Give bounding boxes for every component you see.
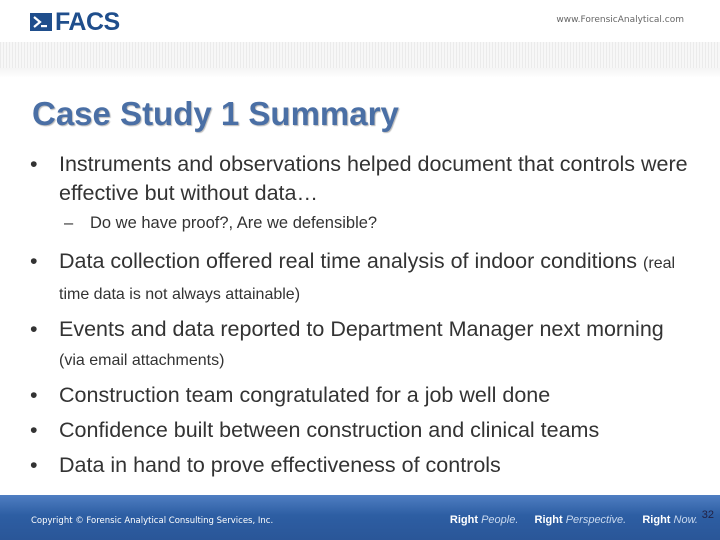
bullet-mark: • xyxy=(30,383,38,407)
tagline-light: Perspective. xyxy=(565,514,627,526)
tagline xyxy=(450,514,698,526)
tagline-bold: Right xyxy=(642,514,671,526)
bullet-mark: • xyxy=(30,453,38,477)
bullet-note: (via email attachments) xyxy=(59,352,225,369)
footer-bar xyxy=(0,495,720,540)
bullet-text: Data in hand to prove effectiveness of controls xyxy=(59,453,501,477)
bullet-item xyxy=(30,150,690,208)
bullet-text: Data collection offered real time analysis of indoor conditions xyxy=(59,249,638,273)
copyright-text: Copyright © Forensic Analytical Consulting Services, Inc. xyxy=(31,516,274,526)
bullet-text: Construction team congratulated for a job well done xyxy=(59,383,551,407)
bullet-item xyxy=(30,315,690,375)
bullet-list xyxy=(30,150,690,480)
bullet-mark: • xyxy=(30,152,38,176)
bullet-text: Confidence built between construction and clinical teams xyxy=(59,418,600,442)
tagline-light: People. xyxy=(481,514,519,526)
bullet-mark: • xyxy=(30,418,38,442)
bullet-text: Events and data reported to Department Manager next morning xyxy=(59,317,664,341)
facs-logo-icon xyxy=(30,11,52,33)
logo-text: FACS xyxy=(55,8,120,36)
bullet-mark: • xyxy=(30,249,38,273)
website-url: www.ForensicAnalytical.com xyxy=(556,15,684,25)
bullet-item xyxy=(30,451,690,480)
dash-mark: – xyxy=(64,214,74,232)
bullet-note: (real time data is not always attainable) xyxy=(59,255,676,303)
facs-logo xyxy=(30,9,120,35)
tagline-bold: Right xyxy=(449,514,479,526)
bullet-text: Instruments and observations helped document that controls were effective but without data… xyxy=(59,152,688,205)
header-bar xyxy=(0,0,720,44)
page-number: 32 xyxy=(701,509,714,521)
header-divider xyxy=(0,42,720,68)
bullet-item xyxy=(30,247,690,309)
tagline-light: Now. xyxy=(673,514,698,526)
slide-title: Case Study 1 Summary xyxy=(32,95,399,132)
sub-bullet-item xyxy=(30,211,690,235)
bullet-item xyxy=(30,381,690,410)
bullet-mark: • xyxy=(30,317,38,341)
tagline-bold: Right xyxy=(534,514,563,526)
sub-bullet-text: Do we have proof?, Are we defensible? xyxy=(90,214,378,232)
bullet-item xyxy=(30,416,690,445)
